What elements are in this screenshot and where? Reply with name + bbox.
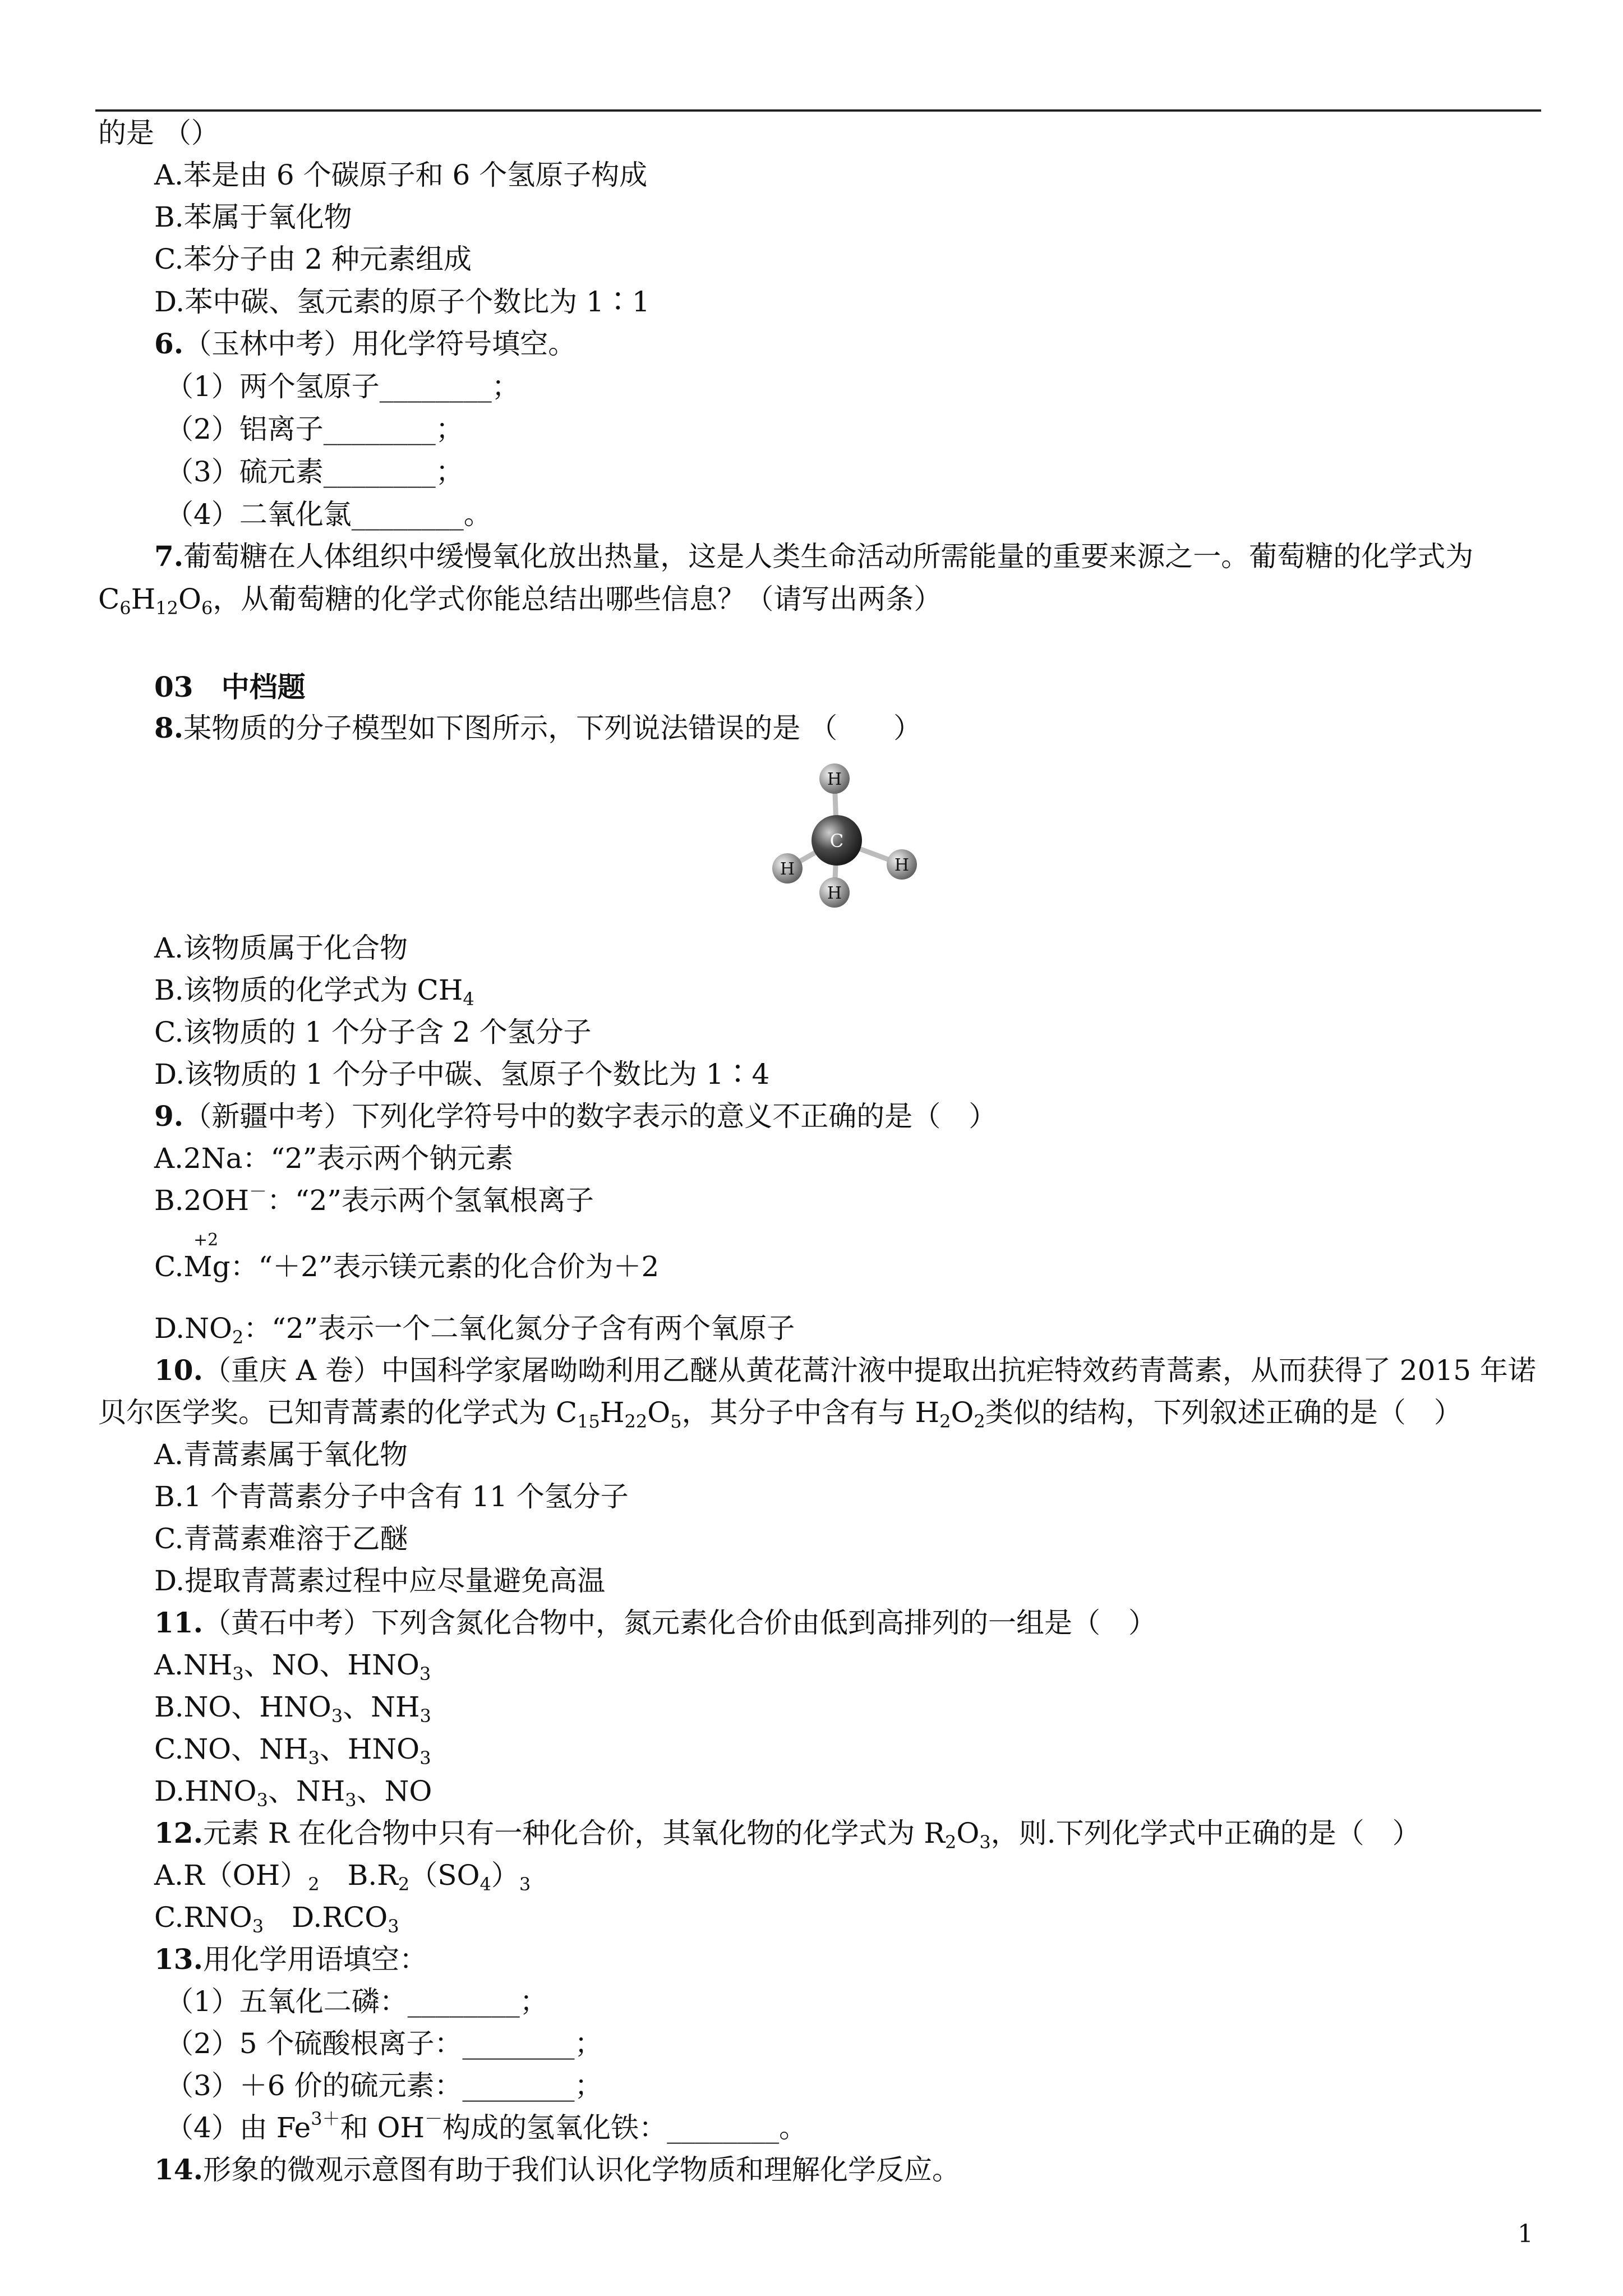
- q13-item-1: （1）五氧化二磷：________；: [165, 1985, 548, 2018]
- q9-option-c: C.Mg：“＋2”表示镁元素的化合价为＋2: [154, 1250, 660, 1283]
- question-6: 6.（玉林中考）用化学符号填空。: [154, 327, 577, 360]
- q10-option-c: C.青蒿素难溶于乙醚: [154, 1522, 408, 1555]
- q9-option-b: B.2OH－：“2”表示两个氢氧根离子: [154, 1181, 594, 1217]
- q11-option-a: $A.NH_3$、NO、$HNO_3$: [154, 1649, 431, 1685]
- section-heading: 03 中档题: [154, 670, 306, 703]
- question-9: 9.（新疆中考）下列化学符号中的数字表示的意义不正确的是（ ）: [154, 1099, 997, 1133]
- svg-text:C: C: [829, 830, 844, 852]
- continued-stem: 的是 （）: [98, 117, 219, 149]
- q8-option-b: B.该物质的化学式为 $CH_4$: [154, 974, 474, 1010]
- question-14: 14.形象的微观示意图有助于我们认识化学物质和理解化学反应。: [154, 2153, 960, 2186]
- q9-option-a: A.2Na：“2”表示两个钠元素: [154, 1142, 514, 1175]
- page-number: 1: [1518, 2220, 1533, 2248]
- q10-option-b: B.1 个青蒿素分子中含有 11 个氢分子: [154, 1480, 629, 1513]
- q8-option-d: D.该物质的 1 个分子中碳、氢原子个数比为 1∶4: [154, 1058, 770, 1091]
- q6-item-2: （2）铝离子________；: [165, 413, 464, 445]
- q11-option-c: C.NO、$NH_3$、$HNO_3$: [154, 1733, 431, 1769]
- q10-option-a: A.青蒿素属于氧化物: [154, 1438, 408, 1471]
- question-11: 11.（黄石中考）下列含氮化合物中，氮元素化合价由低到高排列的一组是（ ）: [154, 1606, 1156, 1639]
- question-12: 12.元素 R 在化合物中只有一种化合价，其氧化物的化学式为 $R_2O_3$，则.下列化学式中正确的是（ ）: [154, 1816, 1421, 1853]
- option-c: C.苯分子由 2 种元素组成: [154, 243, 472, 275]
- q6-item-3: （3）硫元素________；: [165, 455, 464, 488]
- carbon-atom: [811, 815, 862, 866]
- option-d: D.苯中碳、氢元素的原子个数比为 1∶1: [154, 286, 650, 318]
- hydrogen-atom-left: [772, 853, 803, 884]
- q12-options-cd: $C.RNO_3$ $D.RCO_3$: [154, 1901, 399, 1937]
- hydrogen-atom-bottom: [819, 877, 850, 908]
- option-a: A.苯是由 6 个碳原子和 6 个氢原子构成: [154, 159, 648, 191]
- q11-option-d: $D.HNO_3$、$NH_3$、NO: [154, 1775, 432, 1811]
- svg-text:H: H: [827, 770, 842, 789]
- q6-item-1: （1）两个氢原子________；: [165, 370, 520, 403]
- question-7: 7.葡萄糖在人体组织中缓慢氧化放出热量，这是人类生命活动所需能量的重要来源之一。葡萄糖的化学式为: [154, 540, 1474, 573]
- hydrogen-atom-top: [819, 763, 850, 794]
- q13-item-2: （2）5 个硫酸根离子：________；: [165, 2027, 603, 2060]
- q9-option-d: $D.NO_2$：“2”表示一个二氧化氮分子含有两个氧原子: [154, 1312, 795, 1348]
- svg-text:H: H: [827, 884, 842, 903]
- q12-options-ab: $A.R(OH)_2$ $B.R_2(SO_4)_3$: [154, 1859, 531, 1895]
- header-rule: [95, 109, 1541, 112]
- question-10: 10.（重庆 A 卷）中国科学家屠呦呦利用乙醚从黄花蒿汁液中提取出抗疟特效药青蒿素，从而获得了 2015 年诺: [154, 1354, 1536, 1387]
- q13-item-4: （4）由 $Fe^{3+}$和 OH－构成的氢氧化铁：________。: [165, 2108, 808, 2144]
- question-13: 13.用化学用语填空：: [154, 1943, 427, 1976]
- q8-option-a: A.该物质属于化合物: [154, 932, 408, 964]
- q10-option-d: D.提取青蒿素过程中应尽量避免高温: [154, 1565, 606, 1597]
- q13-item-3: （3）＋6 价的硫元素：________；: [165, 2069, 603, 2102]
- question-10-line2: 贝尔医学奖。已知青蒿素的化学式为 $C_{15}H_{22}O_5$，其分子中含有与 $H_2O_2$类似的结构，下列叙述正确的是（ ）: [98, 1396, 1462, 1432]
- valence-mark: +2: [193, 1230, 219, 1250]
- question-8: 8.某物质的分子模型如下图所示，下列说法错误的是 （ ）: [154, 711, 922, 744]
- svg-text:H: H: [780, 859, 795, 879]
- question-7-line2: $C_6H_{12}O_6$，从葡萄糖的化学式你能总结出哪些信息？（请写出两条）: [98, 583, 942, 619]
- q6-item-4: （4）二氧化氯________。: [165, 498, 492, 531]
- methane-molecule-model: [763, 756, 937, 924]
- q11-option-b: B.NO、$HNO_3$、$NH_3$: [154, 1691, 431, 1727]
- svg-text:H: H: [894, 855, 910, 875]
- hydrogen-atom-right: [887, 849, 917, 880]
- q8-option-c: C.该物质的 1 个分子含 2 个氢分子: [154, 1016, 592, 1048]
- option-b: B.苯属于氧化物: [154, 201, 352, 233]
